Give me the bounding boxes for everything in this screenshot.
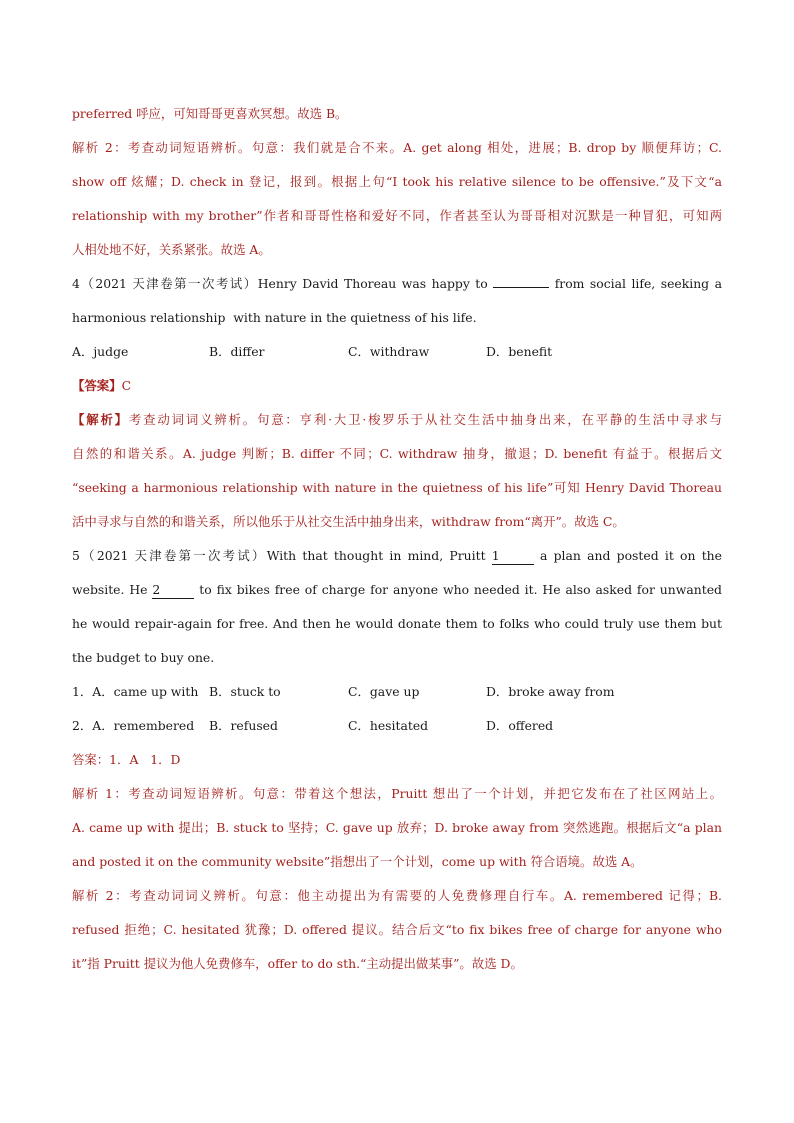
option-b: B．differ (209, 344, 265, 359)
q4-options (72, 335, 722, 369)
option-d: D．benefit (486, 344, 553, 359)
q3-analysis-line: preferred 呼应，可知哥哥更喜欢冥想。故选 B。 (72, 106, 348, 121)
numbered-blank: 2 (152, 582, 194, 599)
numbered-blank: 1 (492, 548, 534, 565)
q4-stem (72, 267, 722, 301)
q5-analysis-line: it”指 Pruitt 提议为他人免费修车，offer to do sth.“主动提出做某事”。故选 D。 (72, 956, 523, 971)
option-a: 1．A．came up with (72, 684, 199, 699)
q6-stem (72, 981, 722, 1015)
answer-value: C (121, 378, 132, 393)
answer-tag: 【答案】 (72, 378, 122, 393)
q5-stem-line: he would repair-again for free. And then he would donate them to folks who could truly use them but (72, 616, 722, 631)
q5-stem-end: to fix bikes free of charge for anyone who needed it. He also asked for unwanted (199, 582, 722, 597)
q3-analysis-line: show off 炫耀；D. check in 登记，报到。根据上句“I took his relative silence to be offensive.”及下文“a (72, 174, 722, 189)
q5-answer: 答案：1．A 1．D (72, 752, 181, 767)
q4-analysis-line (72, 403, 722, 437)
q3-analysis-line: relationship with my brother”作者和哥哥性格和爱好不同，作者甚至认为哥哥相对沉默是一种冒犯，可知两 (72, 208, 722, 223)
q5-stem-line (72, 573, 722, 607)
q5-analysis-line: and posted it on the community website”指想出了一个计划，come up with 符合语境。故选 A。 (72, 854, 643, 869)
q5-options-2 (72, 709, 722, 743)
option-c: C．withdraw (348, 344, 430, 359)
answer-blank (493, 287, 549, 288)
document-page (72, 97, 722, 1015)
q5-analysis-line: A. came up with 提出；B. stuck to 坚持；C. gave up 放弃；D. broke away from 突然逃跑。根据后文“a plan (72, 820, 722, 835)
q5-stem-start: website. He (72, 582, 148, 597)
q5-analysis-line: 解析 1：考查动词短语辨析。句意：带着这个想法，Pruitt 想出了一个计划，并把它发布在了社区网站上。 (72, 786, 722, 801)
analysis-tag: 【解析】 (72, 412, 129, 427)
q3-analysis-line: 人相处地不好，关系紧张。故选 A。 (72, 242, 271, 257)
option-b: B．stuck to (209, 684, 281, 699)
q4-stem-start: 4（2021 天津卷第一次考试）Henry David Thoreau was happy to (72, 276, 488, 291)
q5-stem-end: a plan and posted it on the (540, 548, 722, 563)
option-b: B．refused (209, 718, 278, 733)
q4-answer (72, 369, 722, 403)
q4-analysis-line: 自然的和谐关系。A. judge 判断；B. differ 不同；C. withdraw 抽身，撤退；D. benefit 有益于。根据后文 (72, 446, 722, 461)
q5-analysis-line: refused 拒绝；C. hesitated 犹豫；D. offered 提议。结合后文“to fix bikes free of charge for anyone who (72, 922, 722, 937)
q5-stem-line: the budget to buy one. (72, 650, 215, 665)
option-c: C．gave up (348, 684, 420, 699)
q5-analysis-line: 解析 2：考查动词词义辨析。句意：他主动提出为有需要的人免费修理自行车。A. remembered 记得；B. (72, 888, 722, 903)
option-d: D．offered (486, 718, 554, 733)
q4-stem-end: from social life, seeking a (554, 276, 722, 291)
q3-analysis-line: 解析 2：考查动词短语辨析。句意：我们就是合不来。A. get along 相处，进展；B. drop by 顺便拜访；C. (72, 140, 722, 155)
q4-analysis-line: “seeking a harmonious relationship with nature in the quietness of his life”可知 Henry David Thoreau (72, 480, 722, 495)
analysis-text: 考查动词词义辨析。句意：亨利·大卫·梭罗乐于从社交生活中抽身出来，在平静的生活中寻求与 (128, 412, 722, 427)
option-a: 2．A．remembered (72, 718, 195, 733)
q5-options-1 (72, 675, 722, 709)
q4-stem-line: harmonious relationship with nature in the quietness of his life. (72, 310, 477, 325)
option-c: C．hesitated (348, 718, 429, 733)
option-a: A．judge (72, 344, 129, 359)
option-d: D．broke away from (486, 684, 615, 699)
q5-stem-line (72, 539, 722, 573)
q4-analysis-line: 活中寻求与自然的和谐关系，所以他乐于从社交生活中抽身出来，withdraw from“离开”。故选 C。 (72, 514, 625, 529)
q5-stem-start: 5（2021 天津卷第一次考试）With that thought in mind, Pruitt (72, 548, 486, 563)
